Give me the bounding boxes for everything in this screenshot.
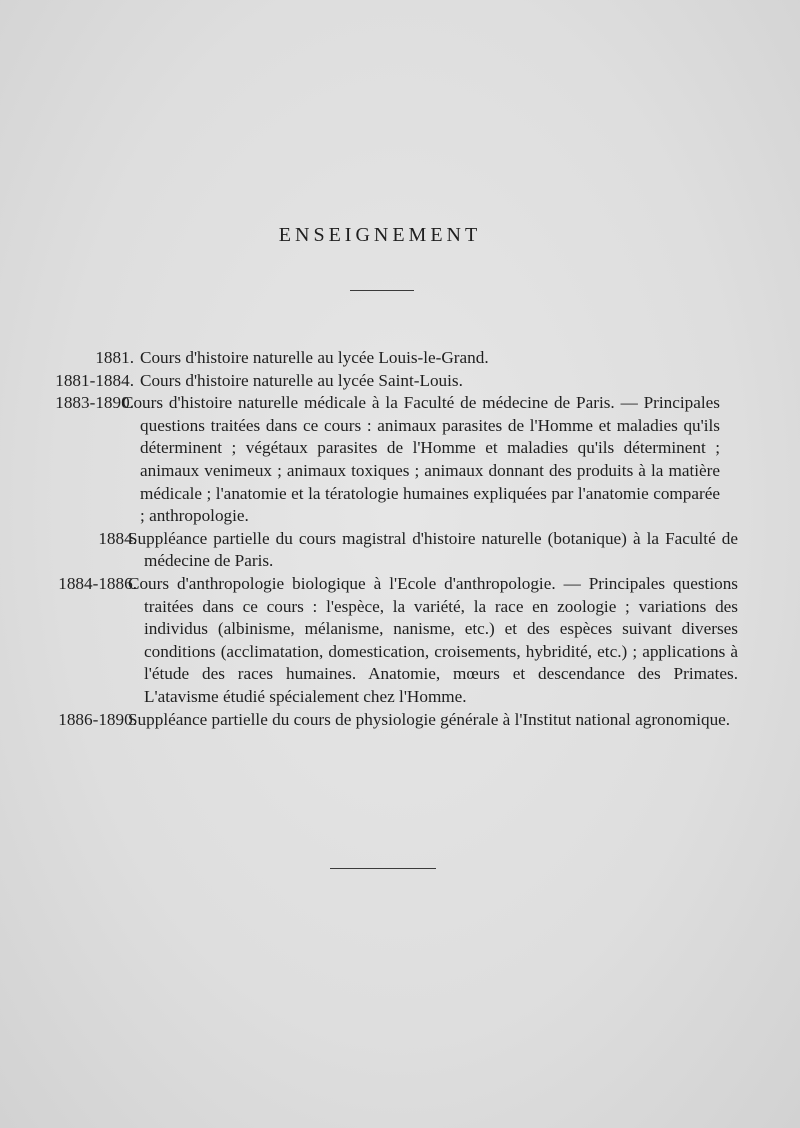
entry-text: Cours d'anthropologie biologique à l'Ecole d'anthropologie. — Principales questions traitées dans ce cours : l'espèce, la variété, la race en zoologie ; variations des individus (albinisme, mélanisme, nanisme, etc.) et des espèces suivant diverses conditions (acclimatation, domestication, croisements, hybridité, etc.) ; applications à l'étude des races humaines. Anatomie, mœurs et descendance des Primates. L'atavisme étudié spécialement chez l'Homme. — [128, 573, 738, 706]
entry-year: 1884-1886. — [58, 573, 137, 593]
entry-text: Cours d'histoire naturelle médicale à la Faculté de médecine de Paris. — Principales questions traitées dans ce cours : animaux parasites de l'Homme et maladies qu'ils déterminent ; végétaux parasites de l'Homme et maladies qu'ils déterminent ; animaux venimeux ; animaux toxiques ; animaux donnant des produits à la matière médicale ; l'anatomie et la tératologie humaines expliquées par l'anatomie comparée ; anthropologie. — [122, 393, 720, 526]
closing-rule — [330, 868, 436, 869]
entry-text: Cours d'histoire naturelle au lycée Louis-le-Grand. — [140, 348, 489, 367]
entry-list — [0, 347, 800, 731]
list-item — [0, 573, 800, 709]
list-item — [0, 347, 800, 370]
title-rule — [350, 290, 414, 291]
entry-text: Suppléance partielle du cours magistral d'histoire naturelle (botanique) à la Faculté de médecine de Paris. — [128, 528, 738, 571]
entry-year: 1881. — [95, 348, 134, 367]
page-title: ENSEIGNEMENT — [278, 224, 482, 246]
entry-text: Suppléance partielle du cours de physiologie générale à l'Institut national agronomique. — [128, 709, 731, 729]
entry-year: 1881-1884. — [55, 370, 134, 390]
list-item — [0, 370, 800, 393]
list-item — [0, 528, 800, 573]
list-item — [0, 709, 800, 732]
entry-year: 1886-1890. — [58, 709, 137, 729]
entry-year: 1884. — [98, 528, 137, 548]
entry-year: 1883-1890. — [55, 393, 134, 413]
list-item — [0, 392, 800, 528]
entry-text: Cours d'histoire naturelle au lycée Saint-Louis. — [140, 370, 463, 390]
